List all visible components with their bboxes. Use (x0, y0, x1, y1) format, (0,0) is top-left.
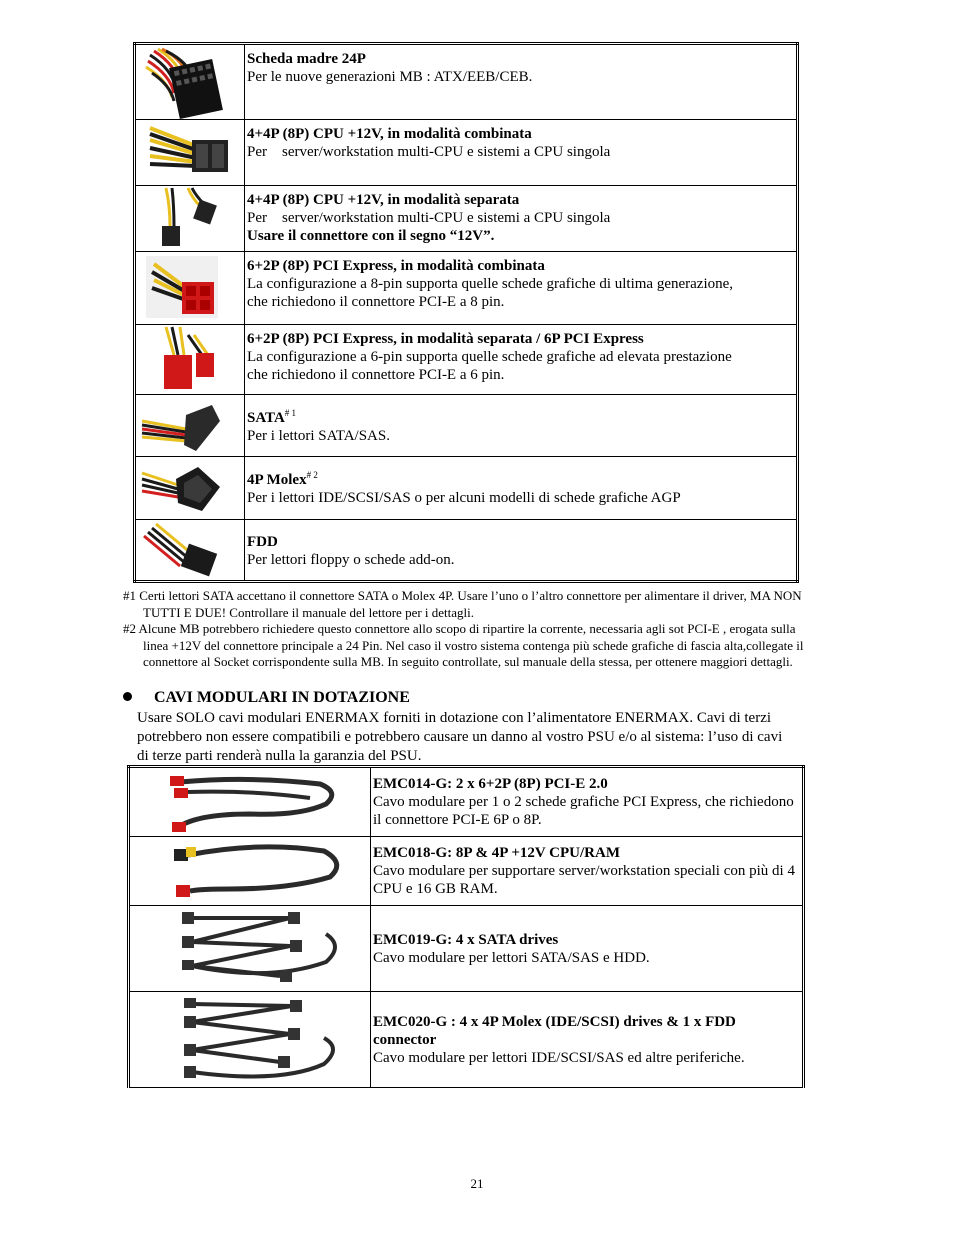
connector-desc: Per lettori floppy o schede add-on. (247, 552, 455, 568)
connector-row (135, 325, 798, 395)
connector-desc: Per server/workstation multi-CPU e sistemi a CPU singola (247, 210, 611, 226)
cable-table (127, 765, 805, 1088)
connector-image-cell (135, 44, 245, 120)
footnote-ref: # 1 (284, 408, 297, 418)
connector-desc: che richiedono il connettore PCI-E a 6 pin. (247, 367, 505, 383)
connector-title: 4+4P (8P) CPU +12V, in modalità combinata (247, 126, 532, 142)
fdd-connector-icon (136, 520, 244, 580)
connector-image-cell (135, 457, 245, 520)
connector-title: 6+2P (8P) PCI Express, in modalità combinata (247, 258, 545, 274)
cable-row (129, 992, 804, 1088)
cable-desc: Cavo modulare per 1 o 2 schede grafiche PCI Express, che richiedono il connettore PCI-E 6P o 8P. (373, 794, 794, 828)
connector-image-cell (135, 325, 245, 395)
mb-24p-connector-icon (136, 45, 244, 119)
connector-title: 4P Molex (247, 472, 307, 488)
emc020-cable-icon (130, 992, 370, 1086)
connector-text-cell (245, 457, 798, 520)
section-intro: Usare SOLO cavi modulari ENERMAX forniti in dotazione con l’alimentatore ENERMAX. Cavi di terzi potrebbero non essere compatibili e potrebbero causare un danno al vostro PSU e/o al sistema: l’uso di cavi di terze parti renderà nulla la garanzia del PSU. (137, 710, 783, 764)
connector-desc: che richiedono il connettore PCI-E a 8 pin. (247, 294, 505, 310)
connector-image-cell (135, 395, 245, 457)
cable-row (129, 767, 804, 837)
connector-desc: Per i lettori IDE/SCSI/SAS o per alcuni modelli di schede grafiche AGP (247, 490, 681, 506)
molex-4p-connector-icon (136, 457, 244, 517)
connector-desc: Per le nuove generazioni MB : ATX/EEB/CEB. (247, 69, 533, 85)
pcie-8p-combined-connector-icon (136, 252, 244, 324)
connector-text-cell (245, 252, 798, 325)
connector-title: FDD (247, 534, 278, 550)
footnote-1: #1 Certi lettori SATA accettano il connettore SATA o Molex 4P. Usare l’uno o l’altro connettore per alimentare il driver, MA NON TUTTI E DUE! Controllare il manuale del lettore per i dettagli. (123, 588, 802, 620)
cable-row (129, 837, 804, 906)
cable-desc: Cavo modulare per supportare server/workstation speciali con più di 4 CPU e 16 GB RAM. (373, 863, 795, 897)
cable-desc: Cavo modulare per lettori IDE/SCSI/SAS ed altre periferiche. (373, 1049, 745, 1066)
pcie-6-2p-separate-connector-icon (136, 325, 244, 393)
connector-text-cell (245, 44, 798, 120)
connector-title: Scheda madre 24P (247, 51, 366, 67)
connector-desc: La configurazione a 6-pin supporta quelle schede grafiche ad elevata prestazione (247, 349, 732, 365)
connector-note: Usare il connettore con il segno “12V”. (247, 228, 495, 244)
connector-row (135, 457, 798, 520)
cable-title: EMC020-G : 4 x 4P Molex (IDE/SCSI) drives & 1 x FDD connector (373, 1013, 736, 1048)
footnote-ref: # 2 (306, 470, 318, 480)
connector-desc: La configurazione a 8-pin supporta quelle schede grafiche di ultima generazione, (247, 276, 734, 292)
cable-image-cell (129, 767, 371, 837)
section-heading (123, 689, 410, 707)
sata-connector-icon (136, 395, 244, 455)
cable-image-cell (129, 837, 371, 906)
connector-row (135, 252, 798, 325)
cable-text-cell (371, 837, 804, 906)
footnotes (123, 588, 823, 671)
connector-text-cell (245, 186, 798, 252)
connector-title: 6+2P (8P) PCI Express, in modalità separata / 6P PCI Express (247, 331, 644, 347)
emc019-cable-icon (130, 906, 370, 990)
connector-image-cell (135, 120, 245, 186)
connector-desc: Per server/workstation multi-CPU e sistemi a CPU singola (247, 144, 611, 160)
connector-text-cell (245, 395, 798, 457)
cable-title: EMC018-G: 8P & 4P +12V CPU/RAM (373, 845, 620, 861)
connector-text-cell (245, 520, 798, 582)
connector-text-cell (245, 325, 798, 395)
emc018-cable-icon (130, 837, 370, 903)
connector-table (133, 42, 799, 583)
connector-desc: Per i lettori SATA/SAS. (247, 428, 390, 444)
cable-row (129, 906, 804, 992)
connector-row (135, 395, 798, 457)
connector-title: SATA (247, 410, 285, 426)
connector-text-cell (245, 120, 798, 186)
cable-title: EMC019-G: 4 x SATA drives (373, 931, 559, 948)
connector-image-cell (135, 186, 245, 252)
connector-image-cell (135, 520, 245, 582)
page-number: 21 (470, 1176, 484, 1191)
connector-row (135, 120, 798, 186)
footnote-2: #2 Alcune MB potrebbero richiedere questo connettore allo scopo di ripartire la corrente, necessaria agli sot PCI-E , erogata sulla linea +12V del connettore principale a 24 Pin. Nel caso il vostro sistema contenga più schede grafiche di fascia alta,collegate il connettore al Socket corrispondente sulla MB. In seguito controllate, sul manuale della stessa, per ottenere maggiori dettagli. (123, 621, 804, 669)
connector-row (135, 44, 798, 120)
cpu-8p-combined-connector-icon (136, 120, 244, 184)
cable-image-cell (129, 992, 371, 1088)
cpu-4-4p-separate-connector-icon (136, 186, 244, 250)
connector-row (135, 520, 798, 582)
cable-title: EMC014-G: 2 x 6+2P (8P) PCI-E 2.0 (373, 776, 608, 792)
cable-desc: Cavo modulare per lettori SATA/SAS e HDD. (373, 949, 650, 966)
connector-row (135, 186, 798, 252)
connector-title: 4+4P (8P) CPU +12V, in modalità separata (247, 192, 520, 208)
cable-text-cell (371, 767, 804, 837)
emc014-cable-icon (130, 768, 370, 836)
cable-text-cell (371, 906, 804, 992)
bullet-icon (123, 692, 132, 701)
section-title: CAVI MODULARI IN DOTAZIONE (154, 689, 410, 706)
cable-text-cell (371, 992, 804, 1088)
cable-image-cell (129, 906, 371, 992)
connector-image-cell (135, 252, 245, 325)
